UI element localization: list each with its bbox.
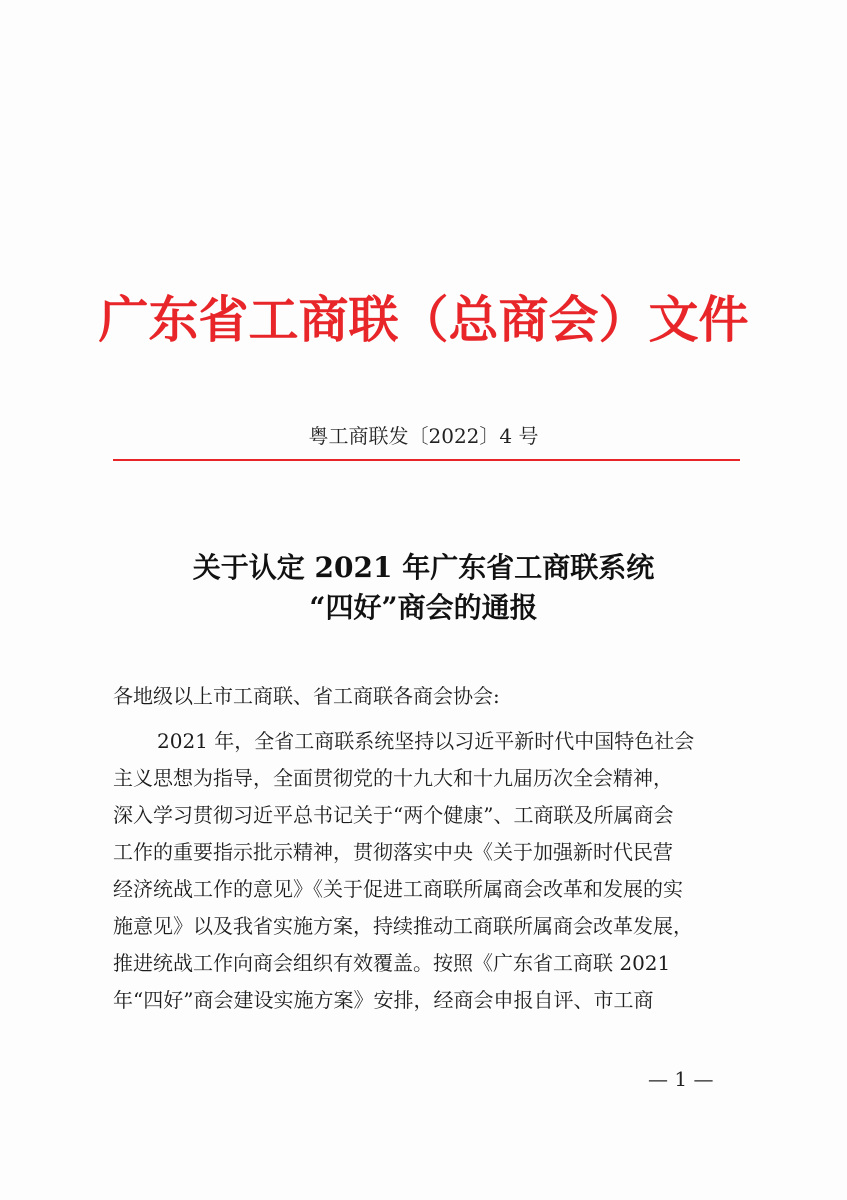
body-line: 年“四好”商会建设实施方案》安排，经商会申报自评、市工商 <box>113 988 654 1012</box>
addressee-line: 各地级以上市工商联、省工商联各商会协会: <box>113 684 500 708</box>
title-line-1: 关于认定 2021 年广东省工商联系统 <box>192 551 655 584</box>
body-line: 施意见》以及我省实施方案，持续推动工商联所属商会改革发展， <box>113 914 693 938</box>
body-line: 2021 年，全省工商联系统坚持以习近平新时代中国特色社会 <box>157 729 695 753</box>
body-line: 经济统战工作的意见》《关于促进工商联所属商会改革和发展的实 <box>113 877 683 901</box>
body-line: 主义思想为指导，全面贯彻党的十九大和十九届历次全会精神， <box>113 766 673 790</box>
title-line-2: “四好”商会的通报 <box>309 591 538 624</box>
body-line: 工作的重要指示批示精神，贯彻落实中央《关于加强新时代民营 <box>113 840 673 864</box>
body-line: 推进统战工作向商会组织有效覆盖。按照《广东省工商联 2021 <box>113 951 671 975</box>
body-line: 深入学习贯彻习近平总书记关于“两个健康”、工商联及所属商会 <box>113 803 674 827</box>
red-divider-line <box>113 459 740 461</box>
page-number: — 1 — <box>648 1067 714 1091</box>
document-title <box>0 548 847 628</box>
issuing-organization-header: 广东省工商联（总商会）文件 <box>98 290 749 349</box>
document-number: 粤工商联发〔2022〕4 号 <box>308 424 539 448</box>
body-text <box>113 723 743 1019</box>
